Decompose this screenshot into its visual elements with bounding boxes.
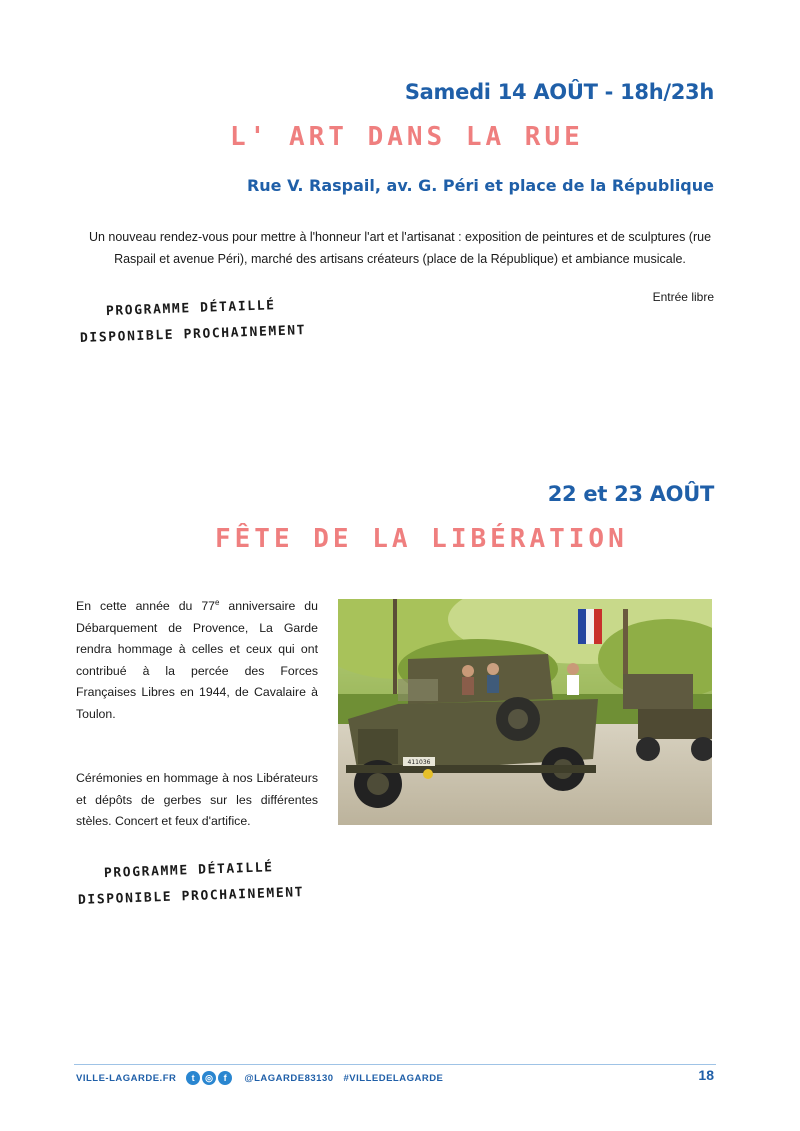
event1-entry: Entrée libre <box>652 290 714 304</box>
footer-divider <box>74 1064 716 1065</box>
program-note-line2: DISPONIBLE PROCHAINEMENT <box>77 885 305 908</box>
event1-description-line2: Raspail et avenue Péri), marché des artisans créateurs (place de la République) et ambiance musicale. <box>114 252 686 266</box>
instagram-icon[interactable]: ◎ <box>202 1071 216 1085</box>
footer-handle[interactable]: @LAGARDE83130 <box>244 1072 334 1084</box>
event1-location: Rue V. Raspail, av. G. Péri et place de la République <box>246 176 714 195</box>
footer-hashtag[interactable]: #VILLEDELAGARDE <box>343 1072 444 1084</box>
event1-title: L' ART DANS LA RUE <box>230 122 584 152</box>
footer-website[interactable]: VILLE-LAGARDE.FR <box>76 1072 177 1084</box>
event1-description <box>80 226 720 270</box>
page-number: 18 <box>698 1067 714 1083</box>
program-note-line1: PROGRAMME DÉTAILLÉ <box>105 298 276 320</box>
event1-description-line1: Un nouveau rendez-vous pour mettre à l'honneur l'art et l'artisanat : exposition de peintures et de sculptures (rue <box>88 230 712 244</box>
footer <box>76 1070 714 1086</box>
event2-body <box>76 592 318 833</box>
event1-program-note <box>80 300 306 352</box>
event2-paragraph2: Cérémonies en hommage à nos Libérateurs et dépôts de gerbes sur les différentes stèles. Concert et feux d'artifice. <box>76 771 318 829</box>
event1-date: Samedi 14 AOÛT - 18h/23h <box>404 80 714 104</box>
program-note-line2: DISPONIBLE PROCHAINEMENT <box>79 323 307 346</box>
event2-program-note <box>78 862 304 914</box>
facebook-icon[interactable]: f <box>218 1071 232 1085</box>
truck-plate: 411036 <box>407 759 431 766</box>
event2-date: 22 et 23 AOÛT <box>547 482 714 506</box>
program-note-line1: PROGRAMME DÉTAILLÉ <box>103 860 274 882</box>
social-icons <box>186 1071 232 1085</box>
event2-title: FÊTE DE LA LIBÉRATION <box>215 524 628 554</box>
liberation-jeep-photo <box>338 599 712 825</box>
twitter-icon[interactable]: t <box>186 1071 200 1085</box>
event2-paragraph1: En cette année du 77e anniversaire du Débarquement de Provence, La Garde rendra hommage à celles et ceux qui ont contribué à la percée des Forces Françaises Libres en 1944, de Cavalaire à Toulon. <box>76 598 318 721</box>
